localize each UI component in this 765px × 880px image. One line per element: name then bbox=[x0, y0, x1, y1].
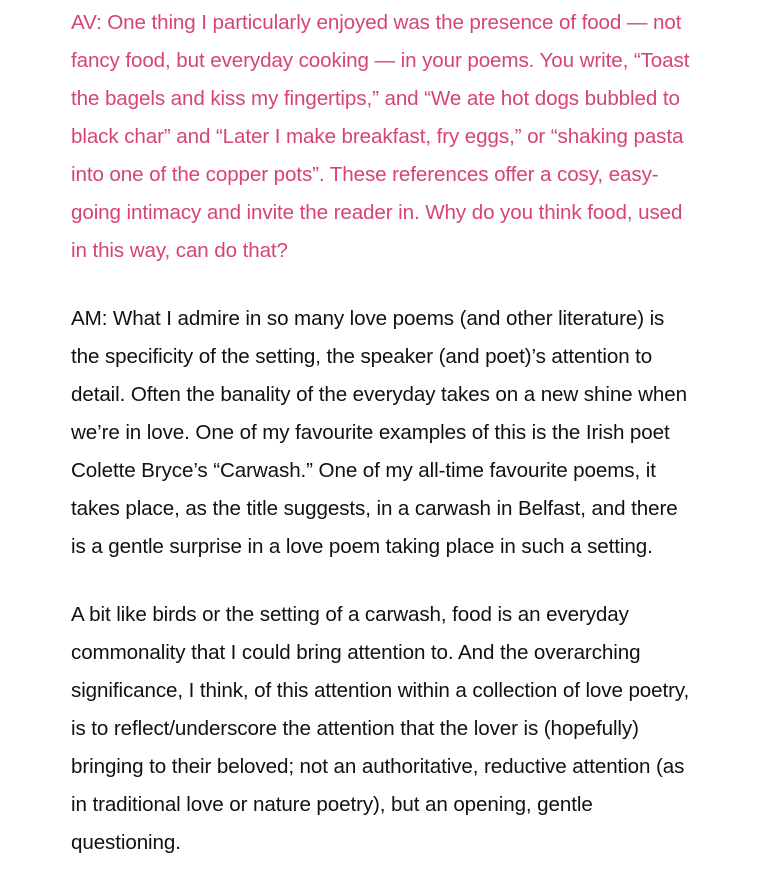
poet-answer-paragraph-1: AM: What I admire in so many love poems (and other literature) is the specificity of the setting, the speaker (and poet)’s attention to detail. Often the banality of the everyday takes on a new shine when we’re in love. One of my favourite examples of this is the Irish poet Colette Bryce’s “Carwash.” One of my all-time favourite poems, it takes place, as the title suggests, in a carwash in Belfast, and there is a gentle surprise in a love poem taking place in such a setting. bbox=[71, 307, 687, 558]
poet-answer-paragraph-2: A bit like birds or the setting of a carwash, food is an everyday commonality that I could bring attention to. And the overarching significance, I think, of this attention within a collection of love poetry, is to reflect/underscore the attention that the lover is (hopefully) bringing to their beloved; not an authoritative, reductive attention (as in traditional love or nature poetry), but an opening, gentle questioning. bbox=[71, 603, 690, 854]
interviewer-question: AV: One thing I particularly enjoyed was the presence of food — not fancy food, but everyday cooking — in your poems. You write, “Toast the bagels and kiss my fingertips,” and “We ate hot dogs bubbled to black char” and “Later I make breakfast, fry eggs,” or “shaking pasta into one of the copper pots”. These references offer a cosy, easy-going intimacy and invite the reader in. Why do you think food, used in this way, can do that? bbox=[71, 11, 690, 262]
